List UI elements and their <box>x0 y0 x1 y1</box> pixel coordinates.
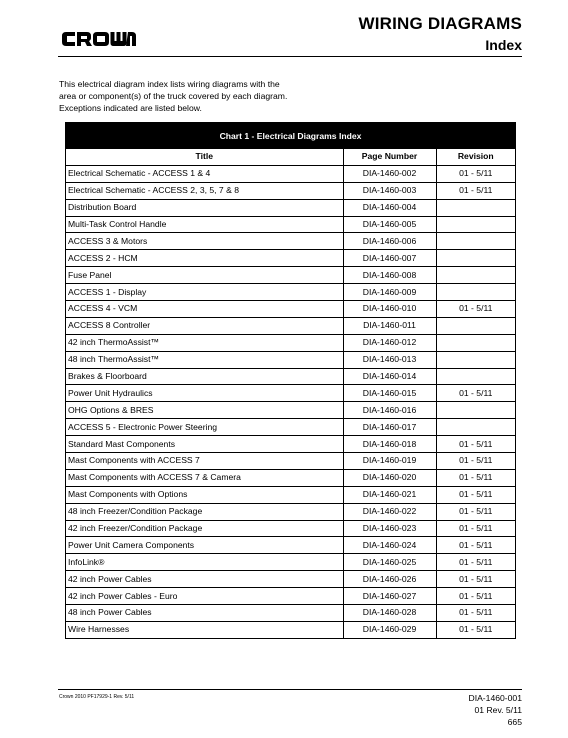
row-revision-cell: 01 - 5/11 <box>436 571 515 588</box>
row-revision-cell <box>436 199 515 216</box>
table-row <box>66 250 515 267</box>
row-revision-cell: 01 - 5/11 <box>436 436 515 453</box>
row-revision-cell <box>436 233 515 250</box>
row-title-cell: 48 inch Power Cables <box>66 605 343 622</box>
index-table <box>66 149 515 638</box>
row-title-cell: Standard Mast Components <box>66 436 343 453</box>
footer-doc-id: DIA-1460-001 <box>468 693 522 703</box>
row-revision-cell <box>436 284 515 301</box>
row-revision-cell <box>436 351 515 368</box>
row-title-cell: ACCESS 2 - HCM <box>66 250 343 267</box>
column-header-page-number: Page Number <box>343 149 436 165</box>
row-title-cell: ACCESS 5 - Electronic Power Steering <box>66 419 343 436</box>
table-row <box>66 486 515 503</box>
row-revision-cell <box>436 402 515 419</box>
row-title-cell: Power Unit Camera Components <box>66 537 343 554</box>
footer-revision: 01 Rev. 5/11 <box>474 705 522 715</box>
row-title-cell: OHG Options & BRES <box>66 402 343 419</box>
footer-copyright: Crown 2010 PF17929-1 Rev. 5/11 <box>59 694 135 700</box>
row-revision-cell: 01 - 5/11 <box>436 385 515 402</box>
chart-caption: Chart 1 - Electrical Diagrams Index <box>66 123 515 149</box>
row-page-number-cell: DIA-1460-002 <box>343 165 436 182</box>
row-revision-cell: 01 - 5/11 <box>436 469 515 486</box>
table-row <box>66 554 515 571</box>
row-title-cell: 42 inch Power Cables - Euro <box>66 588 343 605</box>
row-revision-cell: 01 - 5/11 <box>436 503 515 520</box>
row-page-number-cell: DIA-1460-011 <box>343 317 436 334</box>
table-row <box>66 402 515 419</box>
row-revision-cell: 01 - 5/11 <box>436 537 515 554</box>
header-divider <box>58 56 522 57</box>
row-page-number-cell: DIA-1460-007 <box>343 250 436 267</box>
row-page-number-cell: DIA-1460-006 <box>343 233 436 250</box>
table-row <box>66 537 515 554</box>
table-row <box>66 233 515 250</box>
row-page-number-cell: DIA-1460-024 <box>343 537 436 554</box>
row-title-cell: InfoLink® <box>66 554 343 571</box>
row-page-number-cell: DIA-1460-019 <box>343 453 436 470</box>
row-page-number-cell: DIA-1460-008 <box>343 267 436 284</box>
row-page-number-cell: DIA-1460-021 <box>343 486 436 503</box>
row-title-cell: Fuse Panel <box>66 267 343 284</box>
row-title-cell: Distribution Board <box>66 199 343 216</box>
row-page-number-cell: DIA-1460-010 <box>343 301 436 318</box>
row-title-cell: ACCESS 3 & Motors <box>66 233 343 250</box>
crown-logo-icon <box>60 30 136 48</box>
row-revision-cell: 01 - 5/11 <box>436 520 515 537</box>
row-page-number-cell: DIA-1460-015 <box>343 385 436 402</box>
row-title-cell: Mast Components with Options <box>66 486 343 503</box>
row-revision-cell <box>436 267 515 284</box>
row-revision-cell <box>436 250 515 267</box>
row-title-cell: Multi-Task Control Handle <box>66 216 343 233</box>
row-revision-cell: 01 - 5/11 <box>436 165 515 182</box>
row-page-number-cell: DIA-1460-009 <box>343 284 436 301</box>
table-row <box>66 520 515 537</box>
row-page-number-cell: DIA-1460-020 <box>343 469 436 486</box>
row-revision-cell: 01 - 5/11 <box>436 554 515 571</box>
row-page-number-cell: DIA-1460-026 <box>343 571 436 588</box>
row-title-cell: Mast Components with ACCESS 7 <box>66 453 343 470</box>
table-row <box>66 503 515 520</box>
row-revision-cell: 01 - 5/11 <box>436 453 515 470</box>
table-row <box>66 267 515 284</box>
row-title-cell: Brakes & Floorboard <box>66 368 343 385</box>
table-row <box>66 165 515 182</box>
footer-page-number: 665 <box>507 717 522 727</box>
column-header-revision: Revision <box>436 149 515 165</box>
table-row <box>66 385 515 402</box>
footer-page-info <box>468 692 522 728</box>
document-subtitle: Index <box>485 37 522 53</box>
row-title-cell: 48 inch ThermoAssist™ <box>66 351 343 368</box>
intro-paragraph: This electrical diagram index lists wiring diagrams with the area or component(s) of the truck covered by each diagram. Exceptions indicated are listed below. <box>59 79 288 114</box>
row-page-number-cell: DIA-1460-025 <box>343 554 436 571</box>
table-row <box>66 419 515 436</box>
table-row <box>66 571 515 588</box>
document-title: WIRING DIAGRAMS <box>358 14 522 33</box>
row-page-number-cell: DIA-1460-004 <box>343 199 436 216</box>
row-revision-cell: 01 - 5/11 <box>436 588 515 605</box>
row-page-number-cell: DIA-1460-013 <box>343 351 436 368</box>
table-row <box>66 453 515 470</box>
table-row <box>66 588 515 605</box>
row-page-number-cell: DIA-1460-028 <box>343 605 436 622</box>
table-row <box>66 368 515 385</box>
row-page-number-cell: DIA-1460-005 <box>343 216 436 233</box>
table-header-row <box>66 149 515 165</box>
row-title-cell: Electrical Schematic - ACCESS 2, 3, 5, 7 & 8 <box>66 182 343 199</box>
row-revision-cell <box>436 368 515 385</box>
row-page-number-cell: DIA-1460-017 <box>343 419 436 436</box>
row-revision-cell <box>436 317 515 334</box>
table-row <box>66 605 515 622</box>
row-page-number-cell: DIA-1460-023 <box>343 520 436 537</box>
row-revision-cell: 01 - 5/11 <box>436 605 515 622</box>
row-title-cell: Mast Components with ACCESS 7 & Camera <box>66 469 343 486</box>
table-row <box>66 621 515 637</box>
table-row <box>66 199 515 216</box>
row-page-number-cell: DIA-1460-003 <box>343 182 436 199</box>
row-page-number-cell: DIA-1460-016 <box>343 402 436 419</box>
footer-divider <box>58 689 522 690</box>
header-title-block <box>358 14 522 55</box>
row-revision-cell: 01 - 5/11 <box>436 182 515 199</box>
row-title-cell: 42 inch Power Cables <box>66 571 343 588</box>
table-row <box>66 351 515 368</box>
row-title-cell: ACCESS 1 - Display <box>66 284 343 301</box>
table-row <box>66 436 515 453</box>
row-page-number-cell: DIA-1460-029 <box>343 621 436 637</box>
table-row <box>66 469 515 486</box>
table-row <box>66 301 515 318</box>
table-row <box>66 216 515 233</box>
row-revision-cell <box>436 419 515 436</box>
row-page-number-cell: DIA-1460-022 <box>343 503 436 520</box>
row-title-cell: ACCESS 8 Controller <box>66 317 343 334</box>
diagram-index-chart <box>65 122 516 639</box>
row-revision-cell: 01 - 5/11 <box>436 621 515 637</box>
row-revision-cell: 01 - 5/11 <box>436 301 515 318</box>
crown-logo <box>60 30 136 53</box>
row-page-number-cell: DIA-1460-018 <box>343 436 436 453</box>
column-header-title: Title <box>66 149 343 165</box>
row-page-number-cell: DIA-1460-014 <box>343 368 436 385</box>
row-revision-cell <box>436 334 515 351</box>
row-title-cell: ACCESS 4 - VCM <box>66 301 343 318</box>
row-title-cell: 42 inch Freezer/Condition Package <box>66 520 343 537</box>
row-title-cell: Wire Harnesses <box>66 621 343 637</box>
row-revision-cell: 01 - 5/11 <box>436 486 515 503</box>
row-title-cell: Electrical Schematic - ACCESS 1 & 4 <box>66 165 343 182</box>
table-row <box>66 317 515 334</box>
row-title-cell: 42 inch ThermoAssist™ <box>66 334 343 351</box>
table-row <box>66 284 515 301</box>
row-page-number-cell: DIA-1460-027 <box>343 588 436 605</box>
row-title-cell: Power Unit Hydraulics <box>66 385 343 402</box>
table-row <box>66 334 515 351</box>
row-page-number-cell: DIA-1460-012 <box>343 334 436 351</box>
row-title-cell: 48 inch Freezer/Condition Package <box>66 503 343 520</box>
table-body <box>66 165 515 637</box>
table-row <box>66 182 515 199</box>
row-revision-cell <box>436 216 515 233</box>
